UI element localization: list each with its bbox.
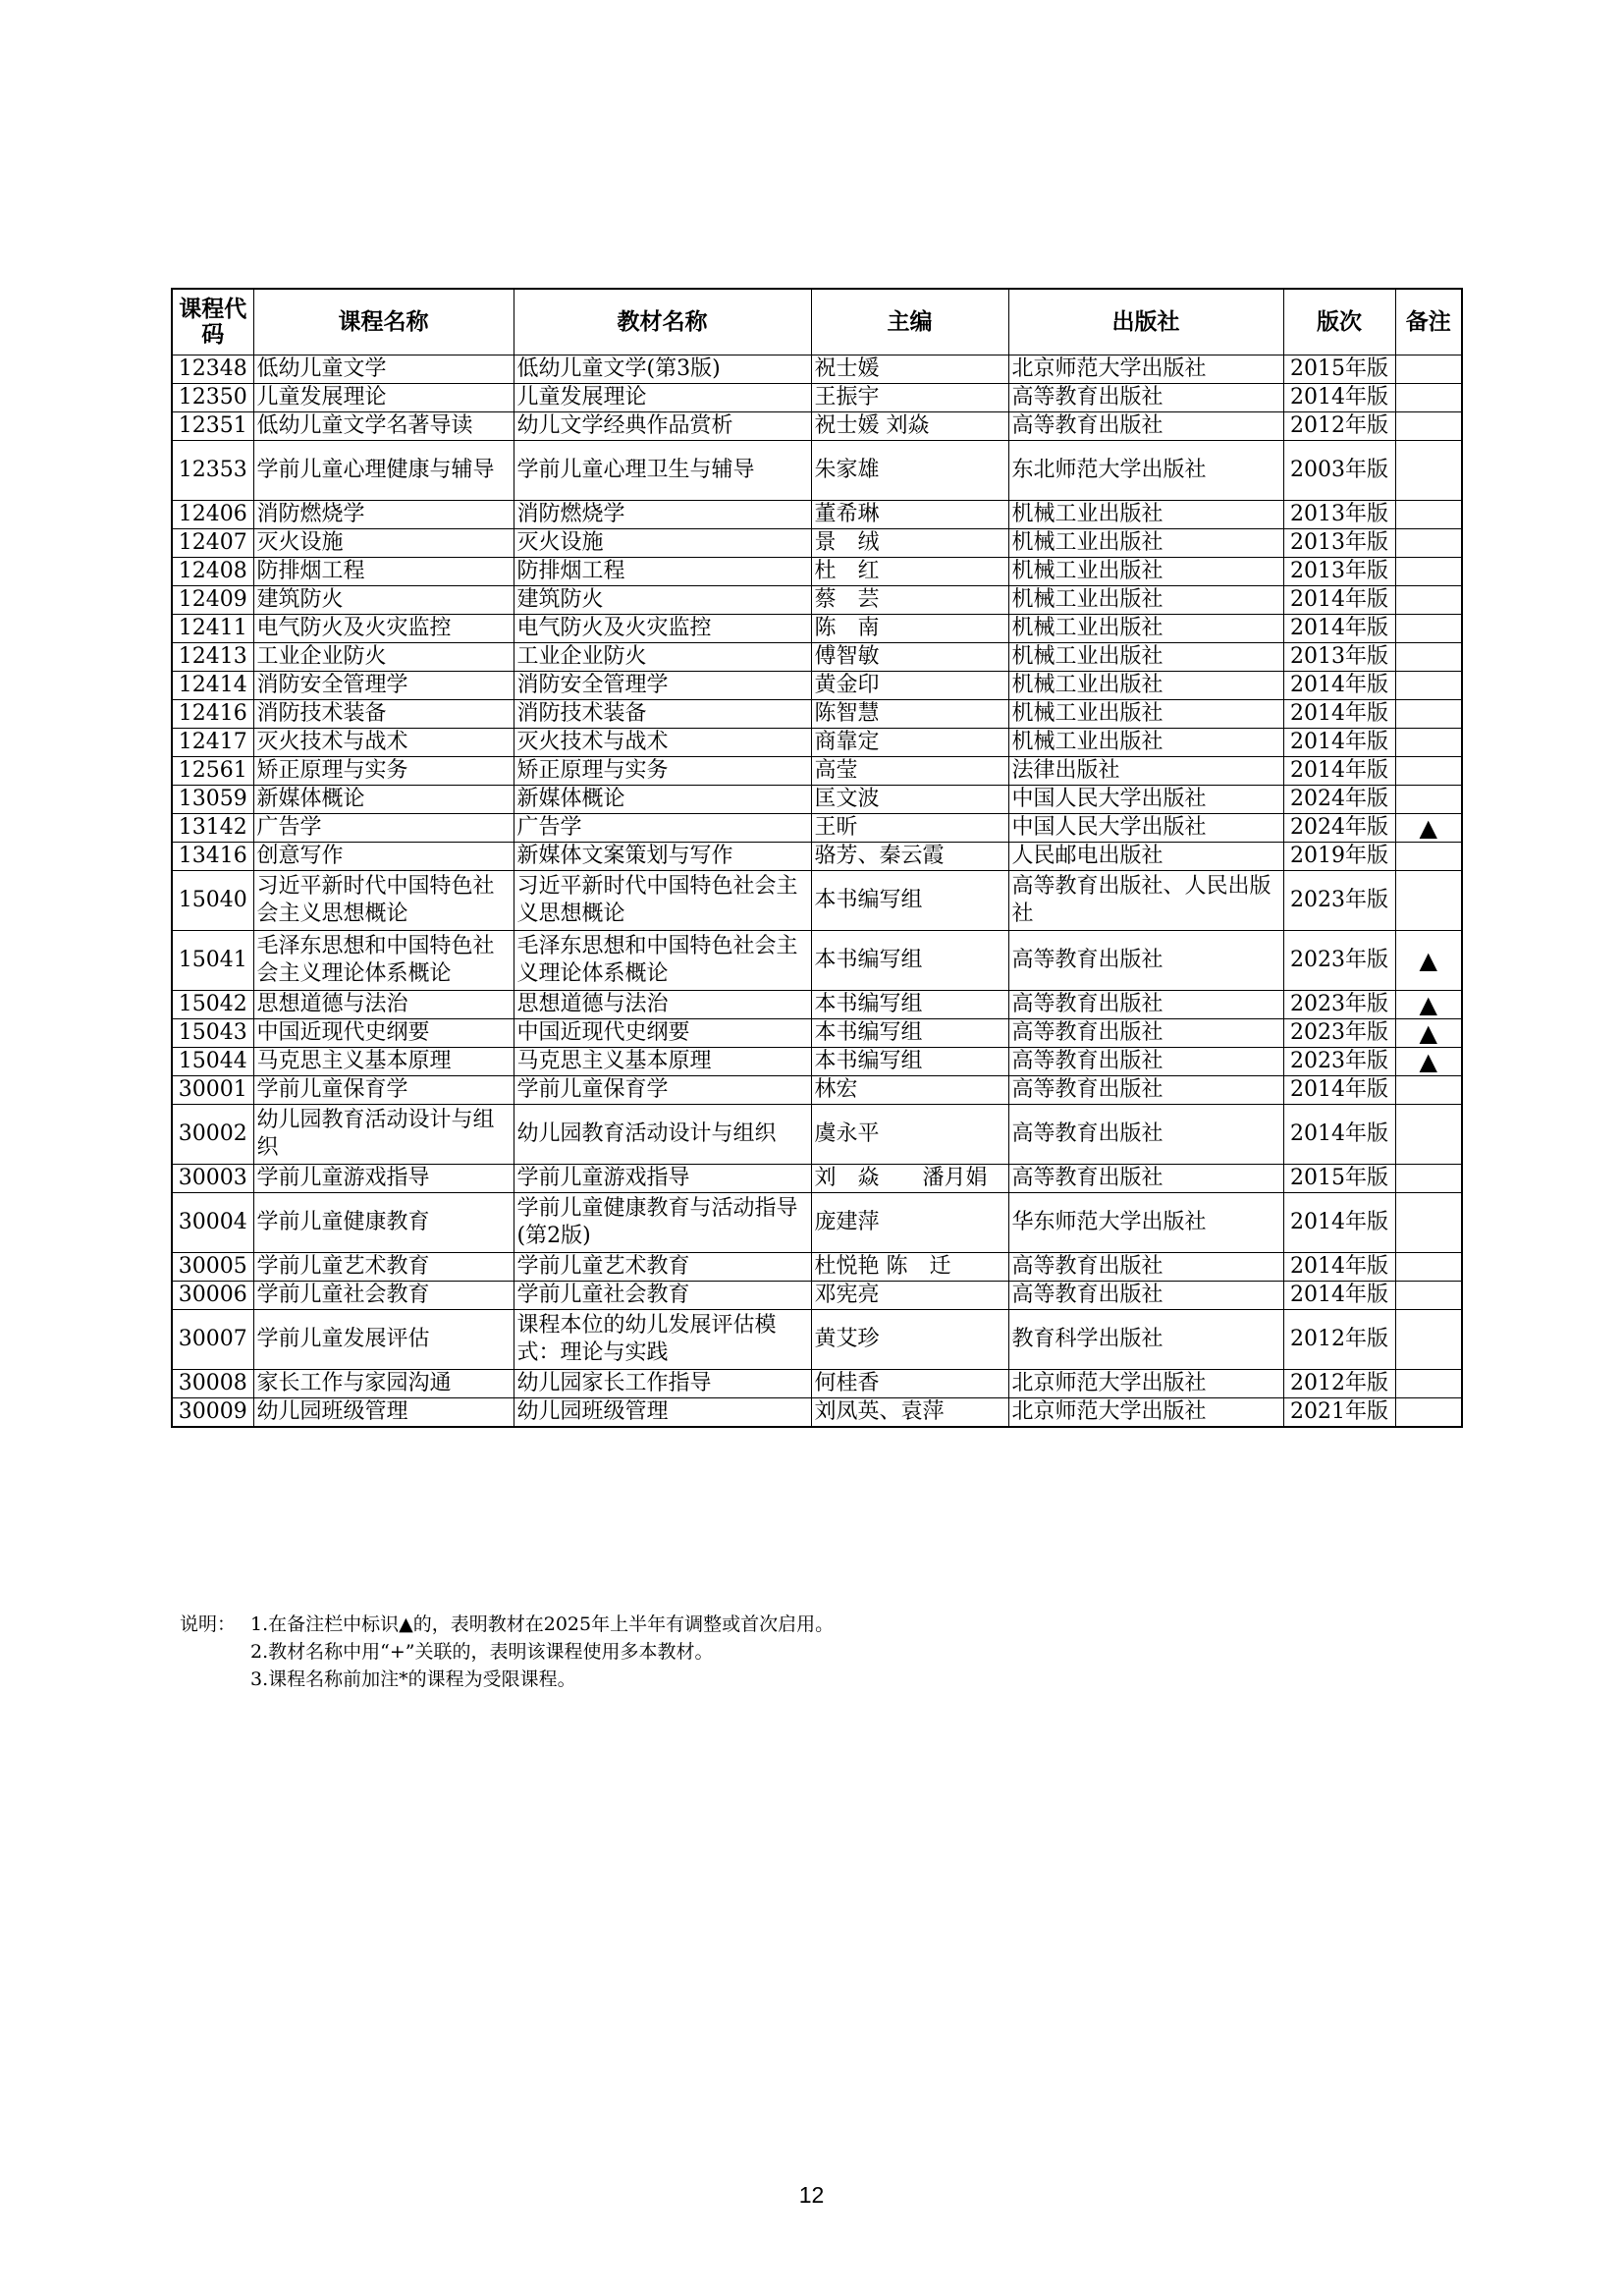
note-cell	[1395, 586, 1462, 615]
publisher-cell: 高等教育出版社	[1008, 1282, 1283, 1310]
table-row	[172, 412, 1462, 441]
note-cell	[1395, 412, 1462, 441]
editor-cell: 何桂香	[811, 1370, 1008, 1398]
course-code-cell: 13059	[172, 786, 253, 814]
course-name-cell: 中国近现代史纲要	[253, 1019, 514, 1048]
table-row	[172, 786, 1462, 814]
table-row	[172, 843, 1462, 871]
table-row	[172, 1282, 1462, 1310]
textbook-name-cell: 工业企业防火	[514, 643, 811, 672]
edition-cell: 2023年版	[1283, 991, 1395, 1019]
editor-cell: 傅智敏	[811, 643, 1008, 672]
edition-cell: 2023年版	[1283, 871, 1395, 931]
table-row	[172, 384, 1462, 412]
note-cell	[1395, 643, 1462, 672]
course-code-cell: 12408	[172, 558, 253, 586]
course-name-cell: 学前儿童心理健康与辅导	[253, 441, 514, 501]
textbook-name-cell: 低幼儿童文学(第3版)	[514, 355, 811, 384]
table-row	[172, 700, 1462, 729]
textbook-name-cell: 学前儿童游戏指导	[514, 1165, 811, 1193]
textbook-name-cell: 学前儿童保育学	[514, 1076, 811, 1105]
course-name-cell: 幼儿园教育活动设计与组织	[253, 1105, 514, 1165]
publisher-cell: 高等教育出版社	[1008, 1048, 1283, 1076]
course-code-cell: 30002	[172, 1105, 253, 1165]
textbook-name-cell: 毛泽东思想和中国特色社会主义理论体系概论	[514, 931, 811, 991]
course-name-cell: 广告学	[253, 814, 514, 843]
course-code-cell: 12350	[172, 384, 253, 412]
textbook-name-cell: 建筑防火	[514, 586, 811, 615]
course-code-cell: 30007	[172, 1310, 253, 1370]
editor-cell: 本书编写组	[811, 1019, 1008, 1048]
textbook-name-cell: 灭火设施	[514, 529, 811, 558]
page-number: 12	[798, 2182, 825, 2208]
header-publisher: 出版社	[1008, 289, 1283, 355]
edition-cell: 2014年版	[1283, 1193, 1395, 1253]
publisher-cell: 高等教育出版社	[1008, 991, 1283, 1019]
edition-cell: 2014年版	[1283, 586, 1395, 615]
note-cell	[1395, 501, 1462, 529]
header-course-name: 课程名称	[253, 289, 514, 355]
textbook-name-cell: 幼儿园教育活动设计与组织	[514, 1105, 811, 1165]
note-cell	[1395, 441, 1462, 501]
editor-cell: 杜悦艳 陈 迁	[811, 1253, 1008, 1282]
table-row	[172, 1193, 1462, 1253]
course-code-cell: 12409	[172, 586, 253, 615]
note-cell	[1395, 384, 1462, 412]
editor-cell: 王昕	[811, 814, 1008, 843]
note-cell	[1395, 843, 1462, 871]
course-code-cell: 30003	[172, 1165, 253, 1193]
textbook-name-cell: 学前儿童艺术教育	[514, 1253, 811, 1282]
edition-cell: 2024年版	[1283, 814, 1395, 843]
table-row	[172, 501, 1462, 529]
publisher-cell: 机械工业出版社	[1008, 529, 1283, 558]
textbook-name-cell: 思想道德与法治	[514, 991, 811, 1019]
editor-cell: 骆芳、秦云霞	[811, 843, 1008, 871]
publisher-cell: 北京师范大学出版社	[1008, 1370, 1283, 1398]
course-name-cell: 习近平新时代中国特色社会主义思想概论	[253, 871, 514, 931]
note-cell	[1395, 1193, 1462, 1253]
table-row	[172, 757, 1462, 786]
edition-cell: 2014年版	[1283, 1253, 1395, 1282]
edition-cell: 2013年版	[1283, 643, 1395, 672]
textbook-name-cell: 电气防火及火灾监控	[514, 615, 811, 643]
publisher-cell: 北京师范大学出版社	[1008, 1398, 1283, 1428]
course-code-cell: 12417	[172, 729, 253, 757]
editor-cell: 匡文波	[811, 786, 1008, 814]
editor-cell: 董希琳	[811, 501, 1008, 529]
table-row	[172, 1019, 1462, 1048]
course-code-cell: 15043	[172, 1019, 253, 1048]
edition-cell: 2003年版	[1283, 441, 1395, 501]
editor-cell: 王振宇	[811, 384, 1008, 412]
edition-cell: 2019年版	[1283, 843, 1395, 871]
note-cell	[1395, 529, 1462, 558]
editor-cell: 陈智慧	[811, 700, 1008, 729]
textbook-table	[171, 288, 1463, 1428]
course-code-cell: 12353	[172, 441, 253, 501]
edition-cell: 2013年版	[1283, 529, 1395, 558]
edition-cell: 2014年版	[1283, 1105, 1395, 1165]
edition-cell: 2015年版	[1283, 1165, 1395, 1193]
table-row	[172, 355, 1462, 384]
note-item: 3.课程名称前加注*的课程为受限课程。	[250, 1668, 576, 1690]
publisher-cell: 高等教育出版社	[1008, 1105, 1283, 1165]
textbook-name-cell: 消防燃烧学	[514, 501, 811, 529]
table-row	[172, 586, 1462, 615]
course-code-cell: 12407	[172, 529, 253, 558]
edition-cell: 2014年版	[1283, 757, 1395, 786]
editor-cell: 黄艾珍	[811, 1310, 1008, 1370]
table-row	[172, 615, 1462, 643]
textbook-name-cell: 幼儿园家长工作指导	[514, 1370, 811, 1398]
publisher-cell: 高等教育出版社	[1008, 1076, 1283, 1105]
course-code-cell: 12414	[172, 672, 253, 700]
table-row	[172, 1076, 1462, 1105]
note-cell	[1395, 1398, 1462, 1428]
course-name-cell: 消防安全管理学	[253, 672, 514, 700]
textbook-name-cell: 消防技术装备	[514, 700, 811, 729]
editor-cell: 本书编写组	[811, 871, 1008, 931]
note-cell	[1395, 871, 1462, 931]
note-cell	[1395, 700, 1462, 729]
note-cell	[1395, 558, 1462, 586]
editor-cell: 本书编写组	[811, 1048, 1008, 1076]
editor-cell: 虞永平	[811, 1105, 1008, 1165]
publisher-cell: 高等教育出版社	[1008, 1019, 1283, 1048]
course-name-cell: 马克思主义基本原理	[253, 1048, 514, 1076]
table-row	[172, 1310, 1462, 1370]
editor-cell: 庞建萍	[811, 1193, 1008, 1253]
textbook-name-cell: 马克思主义基本原理	[514, 1048, 811, 1076]
publisher-cell: 机械工业出版社	[1008, 501, 1283, 529]
note-cell	[1395, 1105, 1462, 1165]
textbook-name-cell: 儿童发展理论	[514, 384, 811, 412]
course-name-cell: 灭火技术与战术	[253, 729, 514, 757]
course-name-cell: 学前儿童健康教育	[253, 1193, 514, 1253]
course-name-cell: 工业企业防火	[253, 643, 514, 672]
publisher-cell: 机械工业出版社	[1008, 615, 1283, 643]
course-code-cell: 12561	[172, 757, 253, 786]
edition-cell: 2014年版	[1283, 384, 1395, 412]
publisher-cell: 高等教育出版社	[1008, 384, 1283, 412]
table-row	[172, 1398, 1462, 1428]
table-row	[172, 1370, 1462, 1398]
edition-cell: 2021年版	[1283, 1398, 1395, 1428]
editor-cell: 陈 南	[811, 615, 1008, 643]
editor-cell: 景 绒	[811, 529, 1008, 558]
edition-cell: 2024年版	[1283, 786, 1395, 814]
editor-cell: 朱家雄	[811, 441, 1008, 501]
course-name-cell: 电气防火及火灾监控	[253, 615, 514, 643]
course-name-cell: 创意写作	[253, 843, 514, 871]
textbook-name-cell: 新媒体文案策划与写作	[514, 843, 811, 871]
table-row	[172, 814, 1462, 843]
course-code-cell: 15044	[172, 1048, 253, 1076]
publisher-cell: 中国人民大学出版社	[1008, 814, 1283, 843]
edition-cell: 2015年版	[1283, 355, 1395, 384]
textbook-name-cell: 广告学	[514, 814, 811, 843]
edition-cell: 2014年版	[1283, 1282, 1395, 1310]
publisher-cell: 高等教育出版社	[1008, 931, 1283, 991]
edition-cell: 2023年版	[1283, 931, 1395, 991]
note-cell: ▲	[1395, 1019, 1462, 1048]
notes-section	[180, 1611, 834, 1693]
edition-cell: 2014年版	[1283, 700, 1395, 729]
course-code-cell: 13416	[172, 843, 253, 871]
course-name-cell: 思想道德与法治	[253, 991, 514, 1019]
textbook-name-cell: 学前儿童心理卫生与辅导	[514, 441, 811, 501]
edition-cell: 2012年版	[1283, 412, 1395, 441]
publisher-cell: 机械工业出版社	[1008, 586, 1283, 615]
textbook-name-cell: 中国近现代史纲要	[514, 1019, 811, 1048]
note-cell	[1395, 1253, 1462, 1282]
course-code-cell: 15041	[172, 931, 253, 991]
course-code-cell: 15040	[172, 871, 253, 931]
note-cell: ▲	[1395, 814, 1462, 843]
editor-cell: 本书编写组	[811, 931, 1008, 991]
table-row	[172, 1105, 1462, 1165]
course-code-cell: 30009	[172, 1398, 253, 1428]
editor-cell: 杜 红	[811, 558, 1008, 586]
publisher-cell: 高等教育出版社	[1008, 412, 1283, 441]
edition-cell: 2014年版	[1283, 729, 1395, 757]
course-name-cell: 灭火设施	[253, 529, 514, 558]
note-cell	[1395, 757, 1462, 786]
edition-cell: 2013年版	[1283, 558, 1395, 586]
edition-cell: 2023年版	[1283, 1048, 1395, 1076]
editor-cell: 商靠定	[811, 729, 1008, 757]
publisher-cell: 高等教育出版社	[1008, 1253, 1283, 1282]
course-code-cell: 30006	[172, 1282, 253, 1310]
course-code-cell: 13142	[172, 814, 253, 843]
course-name-cell: 学前儿童社会教育	[253, 1282, 514, 1310]
editor-cell: 本书编写组	[811, 991, 1008, 1019]
course-code-cell: 30001	[172, 1076, 253, 1105]
editor-cell: 高莹	[811, 757, 1008, 786]
publisher-cell: 法律出版社	[1008, 757, 1283, 786]
textbook-name-cell: 课程本位的幼儿发展评估模式：理论与实践	[514, 1310, 811, 1370]
table-row	[172, 871, 1462, 931]
publisher-cell: 机械工业出版社	[1008, 672, 1283, 700]
note-cell	[1395, 355, 1462, 384]
textbook-name-cell: 幼儿文学经典作品赏析	[514, 412, 811, 441]
textbook-name-cell: 学前儿童社会教育	[514, 1282, 811, 1310]
publisher-cell: 北京师范大学出版社	[1008, 355, 1283, 384]
course-name-cell: 低幼儿童文学名著导读	[253, 412, 514, 441]
note-item: 2.教材名称中用“+”关联的，表明该课程使用多本教材。	[250, 1641, 714, 1663]
textbook-name-cell: 矫正原理与实务	[514, 757, 811, 786]
editor-cell: 刘凤英、袁萍	[811, 1398, 1008, 1428]
edition-cell: 2014年版	[1283, 672, 1395, 700]
publisher-cell: 高等教育出版社、人民出版社	[1008, 871, 1283, 931]
course-name-cell: 毛泽东思想和中国特色社会主义理论体系概论	[253, 931, 514, 991]
publisher-cell: 高等教育出版社	[1008, 1165, 1283, 1193]
edition-cell: 2012年版	[1283, 1370, 1395, 1398]
editor-cell: 祝士媛 刘焱	[811, 412, 1008, 441]
table-row	[172, 729, 1462, 757]
note-cell: ▲	[1395, 1048, 1462, 1076]
note-cell	[1395, 1310, 1462, 1370]
publisher-cell: 机械工业出版社	[1008, 700, 1283, 729]
note-item: 1.在备注栏中标识▲的，表明教材在2025年上半年有调整或首次启用。	[250, 1613, 835, 1635]
course-code-cell: 12411	[172, 615, 253, 643]
note-cell: ▲	[1395, 931, 1462, 991]
course-code-cell: 30008	[172, 1370, 253, 1398]
table-row	[172, 643, 1462, 672]
table-row	[172, 1253, 1462, 1282]
course-code-cell: 12348	[172, 355, 253, 384]
course-name-cell: 消防燃烧学	[253, 501, 514, 529]
note-cell	[1395, 729, 1462, 757]
textbook-name-cell: 新媒体概论	[514, 786, 811, 814]
course-name-cell: 学前儿童保育学	[253, 1076, 514, 1105]
course-name-cell: 学前儿童艺术教育	[253, 1253, 514, 1282]
course-code-cell: 15042	[172, 991, 253, 1019]
editor-cell: 林宏	[811, 1076, 1008, 1105]
editor-cell: 刘 焱 潘月娟	[811, 1165, 1008, 1193]
edition-cell: 2013年版	[1283, 501, 1395, 529]
course-code-cell: 30005	[172, 1253, 253, 1282]
table-row	[172, 1165, 1462, 1193]
notes-label: 说明：	[180, 1613, 237, 1635]
table-row	[172, 931, 1462, 991]
textbook-name-cell: 学前儿童健康教育与活动指导(第2版)	[514, 1193, 811, 1253]
note-cell	[1395, 1165, 1462, 1193]
publisher-cell: 机械工业出版社	[1008, 558, 1283, 586]
note-cell	[1395, 1282, 1462, 1310]
header-textbook-name: 教材名称	[514, 289, 811, 355]
publisher-cell: 中国人民大学出版社	[1008, 786, 1283, 814]
textbook-name-cell: 灭火技术与战术	[514, 729, 811, 757]
table-row	[172, 441, 1462, 501]
course-name-cell: 学前儿童游戏指导	[253, 1165, 514, 1193]
course-name-cell: 家长工作与家园沟通	[253, 1370, 514, 1398]
edition-cell: 2014年版	[1283, 1076, 1395, 1105]
textbook-name-cell: 消防安全管理学	[514, 672, 811, 700]
course-name-cell: 消防技术装备	[253, 700, 514, 729]
course-name-cell: 学前儿童发展评估	[253, 1310, 514, 1370]
header-row	[172, 289, 1462, 355]
table-row	[172, 1048, 1462, 1076]
course-code-cell: 12351	[172, 412, 253, 441]
table-row	[172, 991, 1462, 1019]
note-cell	[1395, 1076, 1462, 1105]
publisher-cell: 机械工业出版社	[1008, 643, 1283, 672]
course-name-cell: 建筑防火	[253, 586, 514, 615]
note-cell	[1395, 615, 1462, 643]
course-name-cell: 低幼儿童文学	[253, 355, 514, 384]
course-name-cell: 矫正原理与实务	[253, 757, 514, 786]
course-code-cell: 30004	[172, 1193, 253, 1253]
note-cell	[1395, 786, 1462, 814]
header-editor: 主编	[811, 289, 1008, 355]
course-code-cell: 12416	[172, 700, 253, 729]
note-cell	[1395, 672, 1462, 700]
editor-cell: 邓宪亮	[811, 1282, 1008, 1310]
course-code-cell: 12406	[172, 501, 253, 529]
course-code-cell: 12413	[172, 643, 253, 672]
table-row	[172, 672, 1462, 700]
publisher-cell: 华东师范大学出版社	[1008, 1193, 1283, 1253]
header-note: 备注	[1395, 289, 1462, 355]
table-row	[172, 558, 1462, 586]
course-name-cell: 儿童发展理论	[253, 384, 514, 412]
editor-cell: 黄金印	[811, 672, 1008, 700]
header-edition: 版次	[1283, 289, 1395, 355]
editor-cell: 蔡 芸	[811, 586, 1008, 615]
textbook-name-cell: 习近平新时代中国特色社会主义思想概论	[514, 871, 811, 931]
edition-cell: 2012年版	[1283, 1310, 1395, 1370]
textbook-name-cell: 幼儿园班级管理	[514, 1398, 811, 1428]
course-name-cell: 新媒体概论	[253, 786, 514, 814]
textbook-name-cell: 防排烟工程	[514, 558, 811, 586]
note-cell	[1395, 1370, 1462, 1398]
publisher-cell: 教育科学出版社	[1008, 1310, 1283, 1370]
edition-cell: 2014年版	[1283, 615, 1395, 643]
course-name-cell: 幼儿园班级管理	[253, 1398, 514, 1428]
note-cell: ▲	[1395, 991, 1462, 1019]
publisher-cell: 东北师范大学出版社	[1008, 441, 1283, 501]
editor-cell: 祝士媛	[811, 355, 1008, 384]
course-name-cell: 防排烟工程	[253, 558, 514, 586]
header-course-code: 课程代码	[172, 289, 253, 355]
publisher-cell: 机械工业出版社	[1008, 729, 1283, 757]
table-row	[172, 529, 1462, 558]
publisher-cell: 人民邮电出版社	[1008, 843, 1283, 871]
edition-cell: 2023年版	[1283, 1019, 1395, 1048]
